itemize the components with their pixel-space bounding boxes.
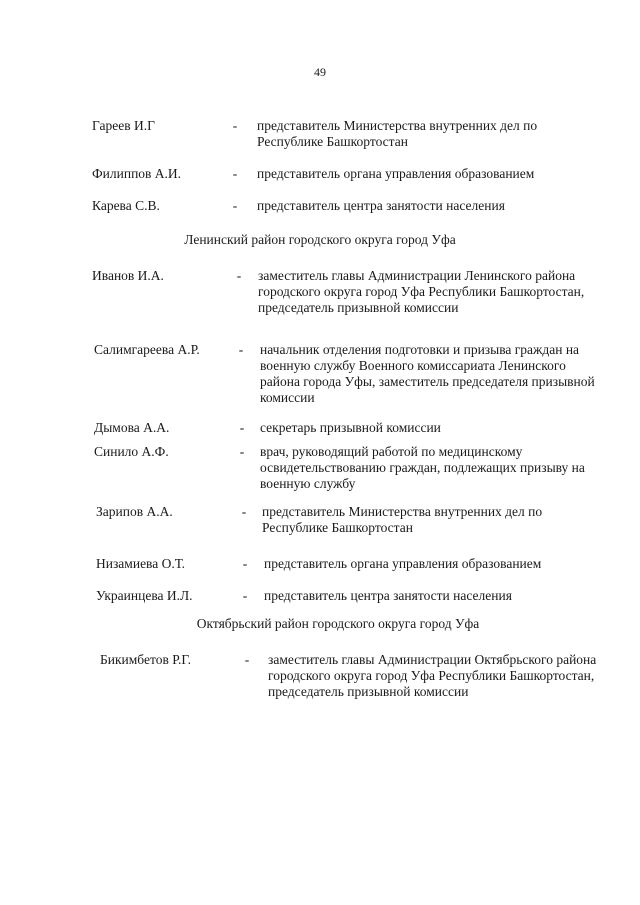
member-role: представитель органа управления образованием	[257, 166, 535, 181]
member-name: Бикимбетов Р.Г.	[100, 652, 192, 667]
member-name: Карева С.В.	[92, 198, 160, 213]
member-role: начальник отделения подготовки и призыва граждан на военную службу Военного комиссариата Ленинского района города Уфы, заместитель председателя призывной комиссии	[260, 342, 595, 405]
member-role: врач, руководящий работой по медицинскому освидетельствованию граждан, подлежащих призыву на военную службу	[260, 444, 585, 491]
member-name: Синило А.Ф.	[94, 444, 169, 459]
section-heading-leninsky: Ленинский район городского округа город Уфа	[184, 232, 456, 247]
member-role: представитель Министерства внутренних дел по Республике Башкортостан	[262, 504, 543, 535]
member-name: Иванов И.А.	[92, 268, 164, 283]
member-role: представитель центра занятости населения	[264, 588, 512, 603]
member-name: Гареев И.Г	[92, 118, 155, 133]
dash-separator: -	[242, 556, 248, 571]
member-name: Филиппов А.И.	[92, 166, 182, 181]
dash-separator: -	[232, 166, 238, 181]
member-role: представитель центра занятости населения	[257, 198, 505, 213]
dash-separator: -	[238, 342, 244, 357]
member-name: Украинцева И.Л.	[96, 588, 193, 603]
dash-separator: -	[239, 420, 245, 435]
section-heading-oktyabrsky: Октябрьский район городского округа город Уфа	[196, 616, 480, 631]
dash-separator: -	[241, 504, 247, 519]
member-name: Салимгареева А.Р.	[94, 342, 200, 357]
dash-separator: -	[242, 588, 248, 603]
dash-separator: -	[232, 118, 238, 133]
member-name: Дымова А.А.	[94, 420, 170, 435]
dash-separator: -	[239, 444, 245, 459]
member-name: Зарипов А.А.	[96, 504, 173, 519]
member-role: заместитель главы Администрации Октябрьского района городского округа город Уфа Республики Башкортостан, председатель призывной комиссии	[268, 652, 597, 699]
page-number: 49	[314, 65, 326, 79]
dash-separator: -	[244, 652, 250, 667]
member-role: заместитель главы Администрации Ленинского района городского округа город Уфа Республики Башкортостан, председатель призывной комиссии	[258, 268, 585, 315]
member-name: Низамиева О.Т.	[96, 556, 186, 571]
member-role: секретарь призывной комиссии	[260, 420, 441, 435]
dash-separator: -	[232, 198, 238, 213]
member-role: представитель Министерства внутренних дел по Республике Башкортостан	[257, 118, 538, 149]
dash-separator: -	[236, 268, 242, 283]
member-role: представитель органа управления образованием	[264, 556, 542, 571]
